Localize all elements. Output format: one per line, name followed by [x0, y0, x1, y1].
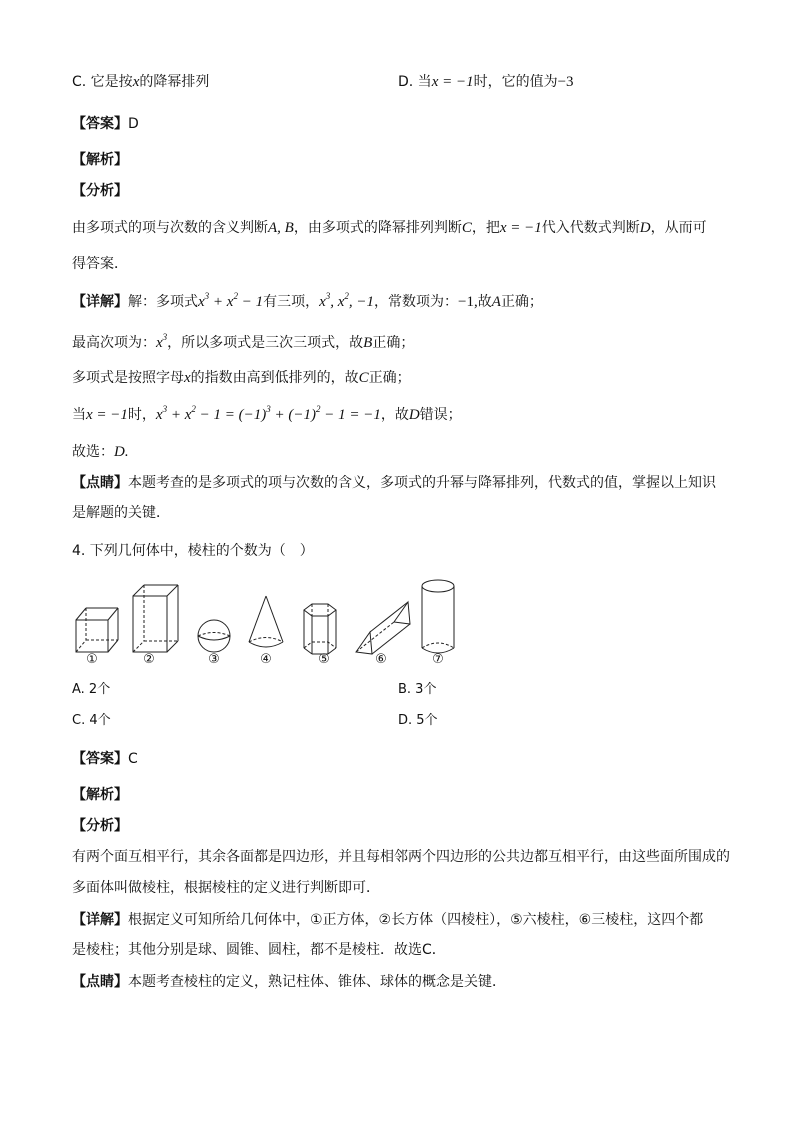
q3-detail-line5: 故选：D. — [72, 444, 129, 460]
q4-jiexi-tag: 【解析】 — [72, 787, 128, 803]
triangular-prism-shape — [356, 602, 410, 654]
q4-option-c: C. 4个 — [72, 713, 111, 728]
q4-option-d: D. 5个 — [398, 713, 438, 728]
cuboid-shape — [133, 585, 178, 652]
q4-option-b: B. 3个 — [398, 682, 437, 697]
q3-detail-line4: 当x = −1时，$x^3 + x^2 - 1 = (-1)^3 + (-1)^2 - 1 = -1$，故D错误； — [72, 404, 462, 423]
figure-label-7: ⑦ — [432, 652, 444, 667]
cube-shape — [76, 608, 118, 652]
q4-fenxi-line1: 有两个面互相平行，其余各面都是四边形，并且每相邻两个四边形的公共边都互相平行，由这些面所围成的 — [72, 849, 730, 865]
q3-detail-line2: 最高次项为：$x^3$，所以多项式是三次三项式，故B正确； — [72, 332, 415, 351]
figure-label-2: ② — [143, 652, 155, 667]
q3-option-d: D. 当x = −1时，它的值为−3 — [398, 74, 574, 90]
q4-answer: 【答案】C — [72, 751, 138, 767]
sphere-shape — [198, 620, 230, 652]
cylinder-shape — [422, 580, 454, 653]
q4-option-a: A. 2个 — [72, 682, 111, 697]
q3-detail-line1: 【详解】解：多项式$x^3 + x^2 - 1$有三项，$x^3$, $x^2$, −1，常数项为：−1,故A正确； — [72, 291, 543, 310]
q3-fenxi-line2: 得答案． — [72, 256, 128, 272]
q3-answer: 【答案】D — [72, 116, 139, 132]
q3-fenxi-tag: 【分析】 — [72, 183, 128, 199]
figure-label-6: ⑥ — [375, 652, 387, 667]
q4-fenxi-tag: 【分析】 — [72, 818, 128, 834]
q3-dianjing-line1: 【点睛】本题考查的是多项式的项与次数的含义，多项式的升幂与降幂排列，代数式的值，掌握以上知识 — [72, 475, 716, 491]
q4-question: 4. 下列几何体中，棱柱的个数为（ ） — [72, 543, 314, 559]
figure-label-5: ⑤ — [318, 652, 330, 667]
q3-fenxi-line1: 由多项式的项与次数的含义判断A, B，由多项式的降幂排列判断C，把x = −1代入代数式判断D，从而可 — [72, 220, 707, 236]
q3-detail-line3: 多项式是按照字母x的指数由高到低排列的，故C正确； — [72, 370, 411, 386]
math-polynomial: $x^3 + x^2 - 1$ — [198, 291, 264, 310]
math-terms: $x^3$, $x^2$, −1 — [319, 291, 375, 310]
figure-label-4: ④ — [260, 652, 272, 667]
figure-label-3: ③ — [208, 652, 220, 667]
q4-detail-line1: 【详解】根据定义可知所给几何体中，①正方体，②长方体（四棱柱），⑤六棱柱，⑥三棱柱，这四个都 — [72, 912, 704, 928]
q4-fenxi-line2: 多面体叫做棱柱，根据棱柱的定义进行判断即可． — [72, 880, 380, 896]
math-highest-term: $x^3$ — [156, 332, 168, 351]
cone-shape — [249, 596, 283, 647]
hexagonal-prism-shape — [304, 604, 336, 654]
figure-label-1: ① — [86, 652, 98, 667]
q3-jiexi-tag: 【解析】 — [72, 152, 128, 168]
q4-dianjing: 【点睛】本题考查棱柱的定义，熟记柱体、锥体、球体的概念是关键． — [72, 974, 506, 990]
q3-dianjing-line2: 是解题的关键． — [72, 505, 170, 521]
q3-option-c: C. 它是按x的降幂排列 — [72, 74, 210, 90]
math-evaluation: $x^3 + x^2 - 1 = (-1)^3 + (-1)^2 - 1 = -1$ — [155, 404, 381, 423]
q4-detail-line2: 是棱柱；其他分别是球、圆锥、圆柱，都不是棱柱．故选C． — [72, 942, 446, 958]
